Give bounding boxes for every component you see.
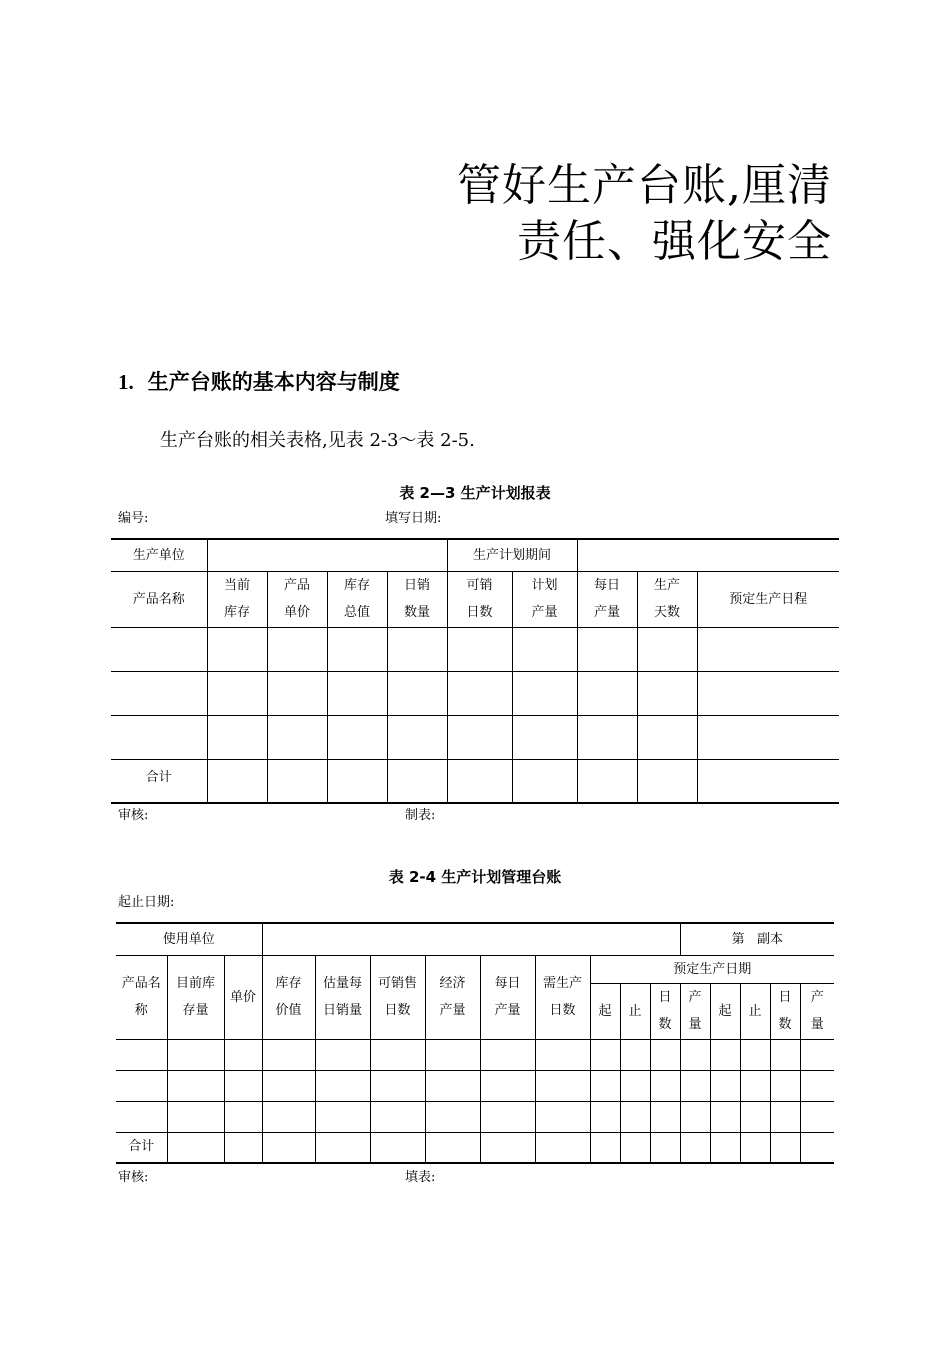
- title-line-2: 责任、强化安全: [517, 216, 832, 267]
- subheader-days-2: 日 数: [770, 983, 800, 1039]
- table1-date-label: 填写日期:: [385, 511, 442, 526]
- table-row: [116, 1101, 834, 1132]
- header-current-stock: 当前 库存: [207, 571, 267, 627]
- header-stock-value: 库存 总值: [327, 571, 387, 627]
- period-label: 生产计划期间: [473, 547, 552, 563]
- header-planned-output: 计划 产量: [512, 571, 577, 627]
- header-production-days: 生产 天数: [637, 571, 697, 627]
- table-row: [111, 715, 839, 759]
- subheader-output: 产 量: [680, 983, 710, 1039]
- header-daily-output: 每日 产量: [480, 955, 535, 1039]
- header-sellable-days: 可销 日数: [447, 571, 512, 627]
- table-row: [116, 1039, 834, 1070]
- header-unit-price: 单价: [224, 955, 262, 1039]
- table2-header-row: [116, 955, 834, 983]
- usage-unit-label-cell: [116, 923, 262, 955]
- unit-value-cell: [207, 539, 447, 571]
- table1-number-label: 编号:: [118, 511, 149, 526]
- usage-unit-label: 使用单位: [162, 931, 215, 947]
- table-row: [116, 1070, 834, 1101]
- table1-maker-label: 制表:: [405, 808, 436, 823]
- title-line-1: 管好生产台账,厘清: [457, 160, 832, 211]
- copy-label: 第 副本: [731, 931, 783, 947]
- table1-header-row: [111, 571, 839, 627]
- table2-review-label: 审核:: [118, 1170, 149, 1185]
- header-schedule: 预定生产日程: [697, 571, 839, 627]
- total-row: [111, 759, 839, 803]
- table-row: [111, 671, 839, 715]
- production-plan-table: [111, 538, 839, 804]
- unit-label-cell: [111, 539, 207, 571]
- production-plan-ledger-table: [116, 922, 834, 1164]
- header-daily-output: 每日 产量: [577, 571, 637, 627]
- intro-paragraph: 生产台账的相关表格,见表 2-3～表 2-5.: [160, 430, 475, 451]
- subheader-end: 止: [620, 983, 650, 1039]
- section-number: 1.: [118, 370, 134, 394]
- header-estimated-daily-sales: 估量每 日销量: [315, 955, 370, 1039]
- header-product-name: 产品名 称: [116, 955, 167, 1039]
- section-heading: [118, 366, 400, 396]
- copy-label-cell: [680, 923, 834, 955]
- total-label-cell: [116, 1132, 167, 1163]
- header-schedule-dates: 预定生产日期: [590, 955, 834, 983]
- header-product-name: 产品名称: [111, 571, 207, 627]
- period-value-cell: [577, 539, 839, 571]
- total-label-cell: [111, 759, 207, 803]
- header-current-stock: 目前库 存量: [167, 955, 224, 1039]
- total-label: 合计: [145, 769, 172, 785]
- subheader-start: 起: [590, 983, 620, 1039]
- header-unit-price: 产品 单价: [267, 571, 327, 627]
- header-sellable-days: 可销售 日数: [370, 955, 425, 1039]
- total-row: [116, 1132, 834, 1163]
- table2-date-range-label: 起止日期:: [118, 895, 175, 910]
- table2-filler-label: 填表:: [405, 1170, 436, 1185]
- header-stock-value: 库存 价值: [262, 955, 315, 1039]
- subheader-start-2: 起: [710, 983, 740, 1039]
- header-required-days: 需生产 日数: [535, 955, 590, 1039]
- table2-caption: 表 2-4 生产计划管理台账: [388, 868, 562, 886]
- total-label: 合计: [128, 1138, 155, 1154]
- table-row: [111, 627, 839, 671]
- table1-review-label: 审核:: [118, 808, 149, 823]
- header-economic-output: 经济 产量: [425, 955, 480, 1039]
- period-label-cell: [447, 539, 577, 571]
- subheader-days: 日 数: [650, 983, 680, 1039]
- subheader-end-2: 止: [740, 983, 770, 1039]
- unit-label: 生产单位: [132, 547, 185, 563]
- header-daily-sales: 日销 数量: [387, 571, 447, 627]
- usage-unit-value-cell: [262, 923, 680, 955]
- section-title: 生产台账的基本内容与制度: [147, 370, 400, 394]
- table1-caption: 表 2—3 生产计划报表: [399, 484, 551, 502]
- subheader-output-2: 产 量: [800, 983, 834, 1039]
